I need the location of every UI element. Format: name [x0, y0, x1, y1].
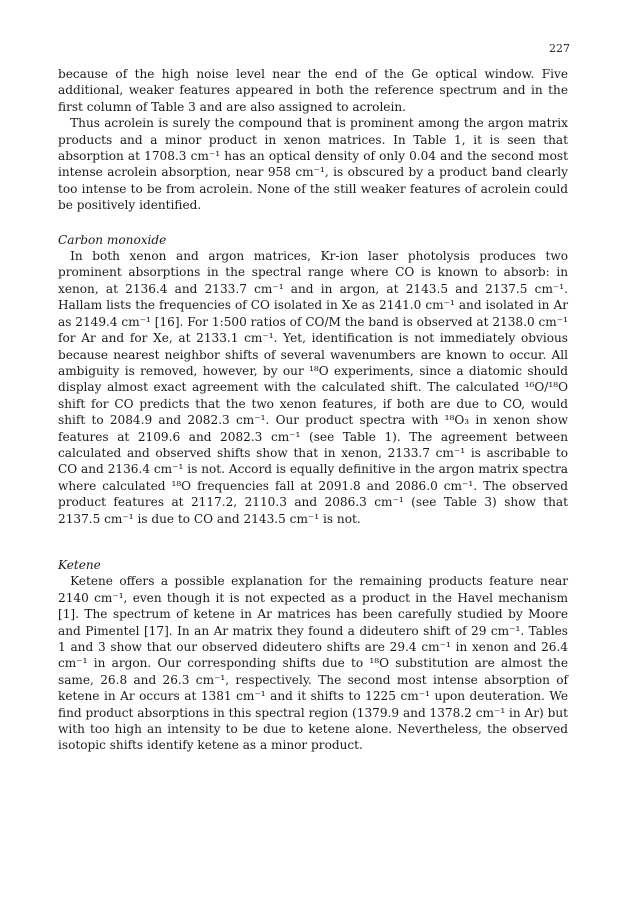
page-number: 227	[549, 42, 570, 55]
paragraph-carbon-monoxide: In both xenon and argon matrices, Kr-ion laser photolysis produces two prominent absorptions in the spectral range where CO is known to absorb: in xenon, at 2136.4 and 2133.7 cm⁻¹ and in argon, at 2143.5 and 2137.5 cm⁻¹. Hallam lists the frequencies of CO isolated in Xe as 2141.0 cm⁻¹ and isolated in Ar as 2149.4 cm⁻¹ [16]. For 1:500 ratios of CO/M the band is observed at 2138.0 cm⁻¹ for Ar and for Xe, at 2133.1 cm⁻¹. Yet, identification is not immediately obvious because nearest neighbor shifts of several wavenumbers are known to occur. All ambiguity is removed, however, by our ¹⁸O experiments, since a diatomic should display almost exact agreement with the calculated shift. The calculated ¹⁶O/¹⁸O shift for CO predicts that the two xenon features, if both are due to CO, would shift to 2084.9 and 2082.3 cm⁻¹. Our product spectra with ¹⁸O₃ in xenon show features at 2109.6 and 2082.3 cm⁻¹ (see Table 1). The agreement between calculated and observed shifts show that in xenon, 2133.7 cm⁻¹ is ascribable to CO and 2136.4 cm⁻¹ is not. Accord is equally definitive in the argon matrix spectra where calculated ¹⁸O frequencies fall at 2091.8 and 2086.0 cm⁻¹. The observed product features at 2117.2, 2110.3 and 2086.3 cm⁻¹ (see Table 3) show that 2137.5 cm⁻¹ is due to CO and 2143.5 cm⁻¹ is not.	[58, 249, 568, 526]
section-carbon-monoxide	[58, 232, 568, 527]
section-ketene	[58, 557, 568, 754]
paragraph-acrolein-summary: Thus acrolein is surely the compound that is prominent among the argon matrix products and a minor product in xenon matrices. In Table 1, it is seen that absorption at 1708.3 cm⁻¹ has an optical density of only 0.04 and the second most intense acrolein absorption, near 958 cm⁻¹, is obscured by a product band clearly too intense to be from acrolein. None of the still weaker features of acrolein could be positively identified.	[58, 116, 568, 213]
paragraph-ketene: Ketene offers a possible explanation for the remaining products feature near 2140 cm⁻¹, even though it is not expected as a product in the Havel mechanism [1]. The spectrum of ketene in Ar matrices has been carefully studied by Moore and Pimentel [17]. In an Ar matrix they found a dideutero shift of 29 cm⁻¹. Tables 1 and 3 show that our observed dideutero shifts are 29.4 cm⁻¹ in xenon and 26.4 cm⁻¹ in argon. Our corresponding shifts due to ¹⁸O substitution are almost the same, 26.8 and 26.3 cm⁻¹, respectively. The second most intense absorption of ketene in Ar occurs at 1381 cm⁻¹ and it shifts to 1225 cm⁻¹ upon deuteration. We find product absorptions in this spectral region (1379.9 and 1378.2 cm⁻¹ in Ar) but with too high an intensity to be due to ketene alone. Nevertheless, the observed isotopic shifts identify ketene as a minor product.	[58, 574, 568, 753]
section-heading-ketene: Ketene	[58, 557, 101, 572]
section-heading-carbon-monoxide: Carbon monoxide	[58, 232, 167, 247]
paragraph-acrolein-continued: because of the high noise level near the end of the Ge optical window. Five additional, weaker features appeared in both the reference spectrum and in the first column of Table 3 and are also assigned to acrolein.	[58, 67, 568, 114]
body-text	[58, 66, 568, 754]
